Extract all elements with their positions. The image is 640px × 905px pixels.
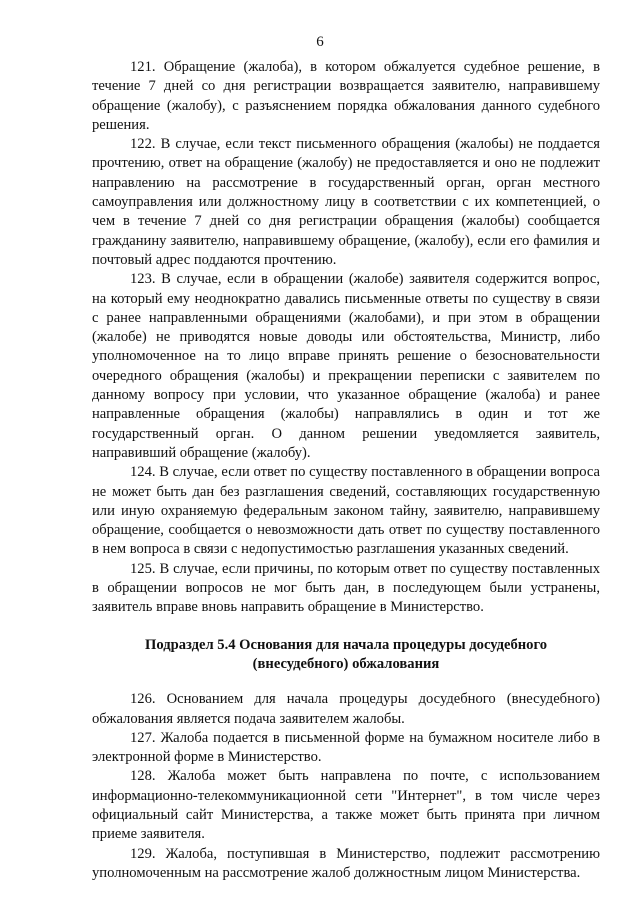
document-body	[92, 58, 600, 883]
paragraph-126: 126. Основанием для начала процедуры досудебного (внесудебного) обжалования является подача заявителем жалобы.	[92, 691, 600, 727]
paragraph-128: 128. Жалоба может быть направлена по почте, с использованием информационно-телекоммуникационной сети "Интернет", в том числе через официальный сайт Министерства, а также может быть принята при личном приеме заявителя.	[92, 768, 600, 843]
section-heading-line-1: Подраздел 5.4 Основания для начала процедуры досудебного	[144, 636, 548, 653]
paragraph-124: 124. В случае, если ответ по существу поставленного в обращении вопроса не может быть дан без разглашения сведений, составляющих государственную или иную охраняемую федеральным законом тайну, заявителю, направившему обращение, сообщается о невозможности дать ответ по существу поставленного в нем вопроса в связи с недопустимостью разглашения указанных сведений.	[92, 464, 600, 558]
paragraph-127: 127. Жалоба подается в письменной форме на бумажном носителе либо в электронной форме в Министерство.	[92, 729, 600, 766]
paragraph-129: 129. Жалоба, поступившая в Министерство, подлежит рассмотрению уполномоченным на рассмотрение жалоб должностным лицом Министерства.	[92, 845, 600, 881]
section-heading-line-2: (внесудебного) обжалования	[252, 655, 440, 672]
paragraph-122: 122. В случае, если текст письменного обращения (жалобы) не поддается прочтению, ответ на обращение (жалобу) не предоставляется и оно не подлежит направлению на рассмотрение в государственный орган, орган местного самоуправления или должностному лицу в соответствии с их компетенцией, о чем в течение 7 дней со дня регистрации обращения (жалобы) сообщается гражданину заявителю, направившему обращение, (жалобу), если его фамилия и почтовый адрес поддаются прочтению.	[92, 136, 600, 268]
paragraph-121: 121. Обращение (жалоба), в котором обжалуется судебное решение, в течение 7 дней со дня регистрации возвращается заявителю, направившему обращение (жалобу), с разъяснением порядка обжалования данного судебного решения.	[92, 59, 600, 133]
paragraph-123: 123. В случае, если в обращении (жалобе) заявителя содержится вопрос, на который ему неоднократно давались письменные ответы по существу в связи с ранее направленными обращениями (жалобами), и при этом в обращении (жалобе) не приводятся новые доводы или обстоятельства, Министр, либо уполномоченное на то лицо вправе принять решение о безосновательности очередного обращения (жалобы) и прекращении переписки с заявителем по данному вопросу при условии, что указанное обращение (жалоба) и ранее направленные обращения (жалобы) направлялись в один и тот же государственный орган. О данном решении уведомляется заявитель, направивший обращение (жалобу).	[92, 271, 600, 461]
paragraph-125: 125. В случае, если причины, по которым ответ по существу поставленных в обращении вопросов не мог быть дан, в последующем были устранены, заявитель вправе вновь направить обращение в Министерство.	[92, 560, 600, 616]
section-heading	[92, 636, 600, 675]
page-number: 6	[316, 34, 324, 50]
